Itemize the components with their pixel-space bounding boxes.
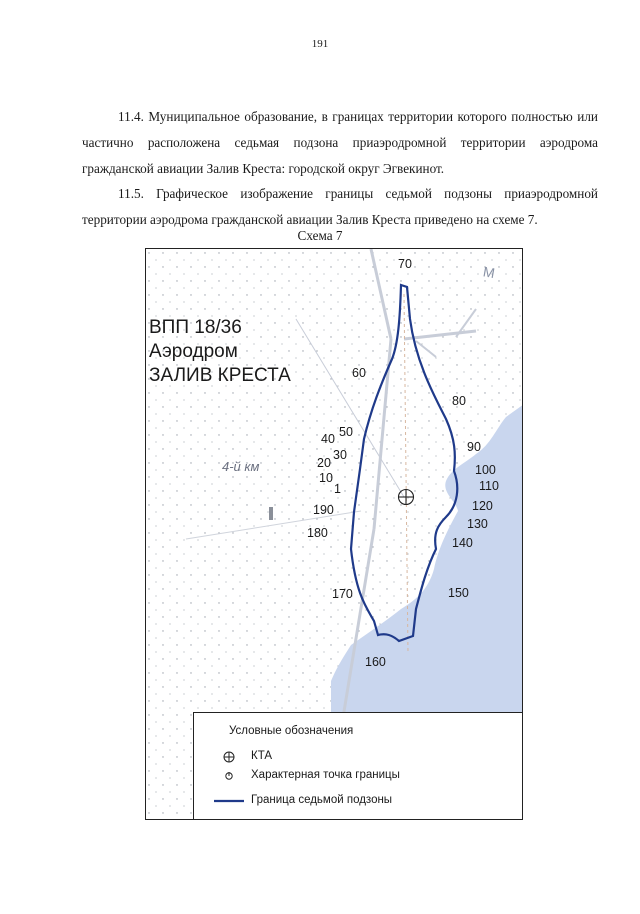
- point-label: 20: [317, 456, 331, 470]
- legend-title: Условные обозначения: [229, 725, 354, 737]
- legend-boundary-row: [194, 793, 514, 809]
- point-label: 130: [467, 517, 488, 531]
- kta-icon: [214, 749, 244, 765]
- point-label: 1: [334, 482, 341, 496]
- paragraph-11-4: [82, 104, 598, 182]
- paragraph-11-4-text: 11.4. Муниципальное образование, в границах территории которого полностью или частично расположена седьмая подзона приаэродромной территории аэродрома гражданской авиации Залив Креста: городской округ Эгвекинот.: [82, 109, 598, 176]
- point-label: 90: [467, 440, 481, 454]
- aerodrome-label: Аэродром: [149, 341, 238, 362]
- point-label: 120: [472, 499, 493, 513]
- point-label: 110: [479, 479, 499, 493]
- boundary-line-icon: [214, 793, 244, 809]
- boundary-point-icon: [214, 768, 244, 784]
- point-label: 80: [452, 394, 466, 408]
- paragraph-11-5-text: 11.5. Графическое изображение границы седьмой подзоны приаэродромной территории аэродрома гражданской авиации Залив Креста приведено на схеме 7.: [82, 186, 598, 227]
- legend-kta-label: КТА: [251, 750, 273, 762]
- legend-point-label: Характерная точка границы: [251, 769, 400, 781]
- legend-point-row: [194, 768, 514, 784]
- map-legend: [193, 712, 522, 819]
- point-label: 70: [398, 257, 412, 271]
- aerodrome-name: ЗАЛИВ КРЕСТА: [149, 365, 291, 386]
- page-number: 191: [311, 38, 329, 50]
- place-label: 4-й км: [222, 459, 260, 474]
- point-label: 150: [448, 586, 469, 600]
- point-label: 30: [333, 448, 347, 462]
- point-label: 40: [321, 432, 335, 446]
- point-label: 100: [475, 463, 496, 477]
- building-marker: [269, 507, 273, 520]
- paragraph-11-5: [82, 181, 598, 233]
- point-label: 170: [332, 587, 353, 601]
- legend-kta-row: [194, 749, 514, 765]
- point-label: 160: [365, 655, 386, 669]
- scheme-title: Схема 7: [297, 228, 343, 243]
- runway-label: ВПП 18/36: [149, 317, 242, 338]
- point-label: 140: [452, 536, 473, 550]
- point-label: 10: [319, 471, 333, 485]
- point-label: 190: [313, 503, 334, 517]
- kta-marker: [399, 490, 414, 505]
- point-label: 50: [339, 425, 353, 439]
- point-label: 180: [307, 526, 328, 540]
- point-label: 60: [352, 366, 366, 380]
- water-letter: M: [481, 263, 497, 282]
- legend-boundary-label: Граница седьмой подзоны: [251, 794, 393, 806]
